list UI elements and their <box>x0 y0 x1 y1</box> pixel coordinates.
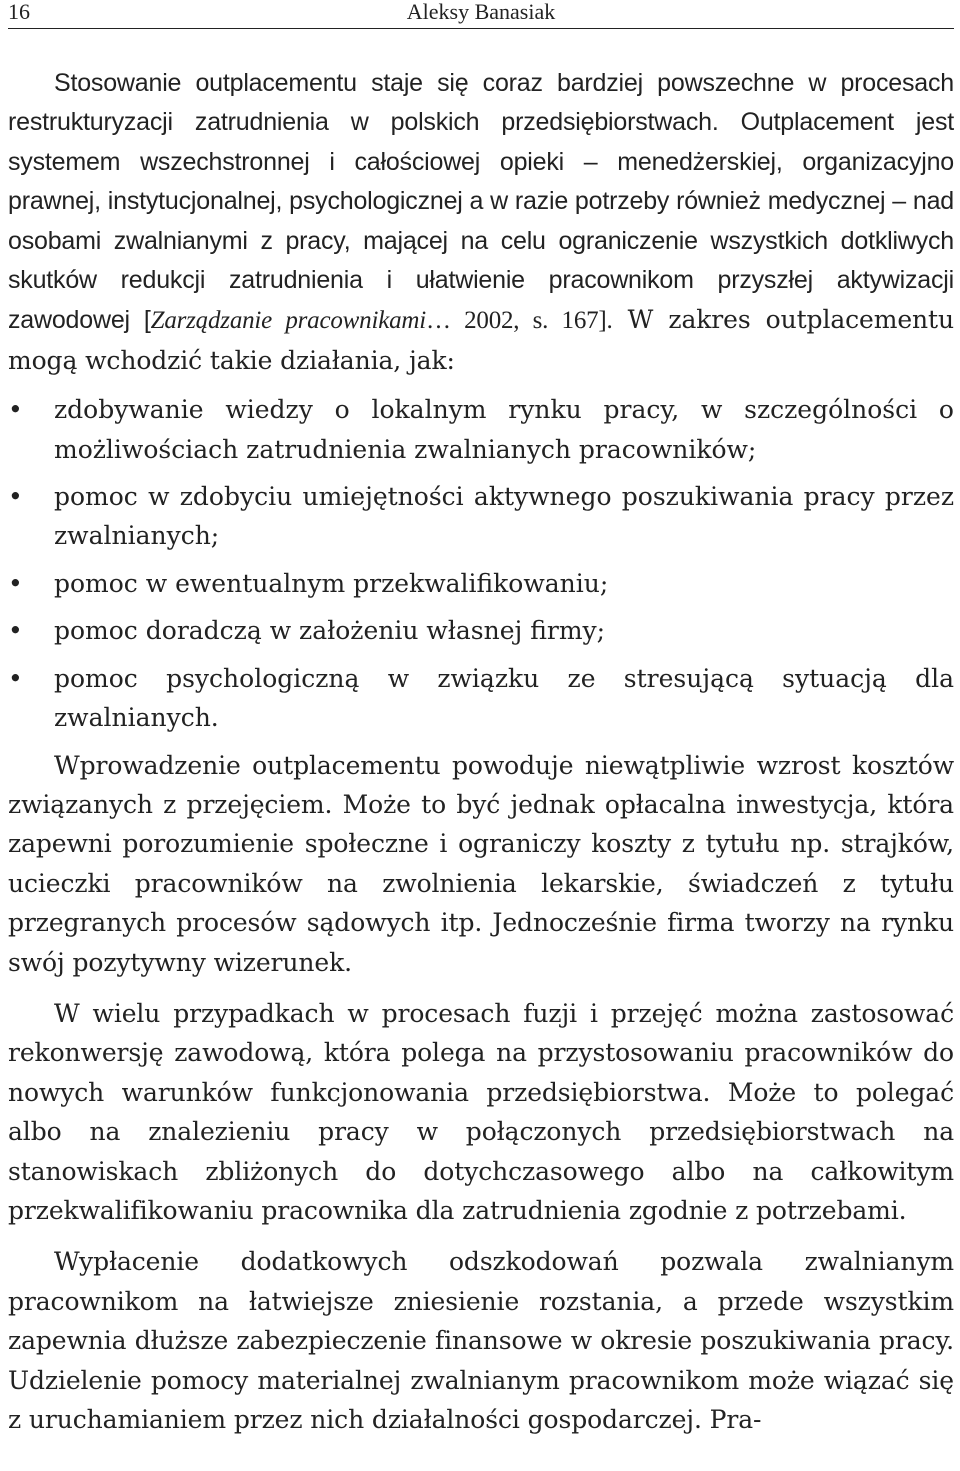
running-title: Aleksy Banasiak <box>406 0 556 24</box>
bullet-icon: • <box>8 568 23 598</box>
list-item-text: pomoc psychologiczną w związku ze stresującą sytuacją dla zwalnianych. <box>54 663 954 733</box>
paragraph-text-continued: W zakres outplacementu mogą wchodzić takie działania, jak: <box>8 305 955 375</box>
paragraph-costs: Wprowadzenie outplacementu powoduje niewątpliwie wzrost kosztów związanych z przejęciem. Może to być jednak opłacalna inwestycja, która zapewni porozumienie społeczne i ograniczy koszty z tytułu np. strajków, ucieczki pracowników na zwolnienia lekarskie, świadczeń z tytułu przegranych procesów sądowych itp. Jednocześnie firma tworzy na rynku swój pozytywny wizerunek. <box>8 750 954 977</box>
page-number: 16 <box>8 0 30 24</box>
bullet-list <box>8 390 954 737</box>
list-item-text: zdobywanie wiedzy o lokalnym rynku pracy, w szczególności o możliwościach zatrudnienia zwalnianych pracowników; <box>54 395 954 464</box>
paragraph-text: Stosowanie outplacementu staje się coraz bardziej powszechne w procesach restrukturyzacji zatrudnienia w polskich przedsiębiorstwach. Outplacement jest systemem wszechstronnej i całościowej opieki – menedżerskiej, organizacyjno prawnej, instytucjonalnej, psychologicznej a w razie potrzeby również medycznej – nad osobami zwalnianymi z pracy, mającej na celu ograniczenie wszystkich dotkliwych skutków redukcji zatrudnienia i ułatwienie pracownikom przyszłej aktywizacji zawodowej [ <box>8 69 954 335</box>
paragraph-reconversion: W wielu przypadkach w procesach fuzji i przejęć można zastosować rekonwersję zawodową, która polega na przystosowaniu pracowników do nowych warunków funkcjonowania przedsiębiorstwa. Może to polegać albo na znalezieniu pracy w połączonych przedsiębiorstwach na stanowiskach zbliżonych do dotychczasowego albo na całkowitym przekwalifikowaniu pracownika dla zatrudnienia zgodnie z potrzebami. <box>8 998 954 1225</box>
list-item <box>8 564 954 603</box>
list-item-text: pomoc w ewentualnym przekwalifikowaniu; <box>54 568 609 598</box>
paragraph-outplacement-intro <box>8 64 954 381</box>
list-item-text: pomoc w zdobyciu umiejętności aktywnego poszukiwania pracy przez zwalnianych; <box>54 482 954 551</box>
citation-title: Zarządzanie pracownikami <box>150 307 426 335</box>
bullet-icon: • <box>8 616 23 646</box>
list-item <box>8 477 954 556</box>
body-text <box>8 64 954 1439</box>
bullet-icon: • <box>8 395 23 425</box>
running-head <box>8 0 954 29</box>
bullet-icon: • <box>8 482 23 512</box>
list-item <box>8 611 954 650</box>
citation-rest: 2002, s. 167]. <box>450 307 613 335</box>
list-item <box>8 659 954 738</box>
bullet-icon: • <box>8 663 23 693</box>
paragraph-compensation: Wypłacenie dodatkowych odszkodowań pozwala zwalnianym pracownikom na łatwiejsze zniesienie rozstania, a przede wszystkim zapewnia dłuższe zabezpieczenie finansowe w okresie poszukiwania pracy. Udzielenie pomocy materialnej zwalnianym pracownikom może wiązać się z uruchamianiem przez nich działalności gospodarczej. Pra- <box>8 1247 954 1434</box>
list-item-text: pomoc doradczą w założeniu własnej firmy; <box>54 616 606 646</box>
list-item <box>8 390 954 469</box>
citation-ellipsis: … <box>426 307 451 335</box>
